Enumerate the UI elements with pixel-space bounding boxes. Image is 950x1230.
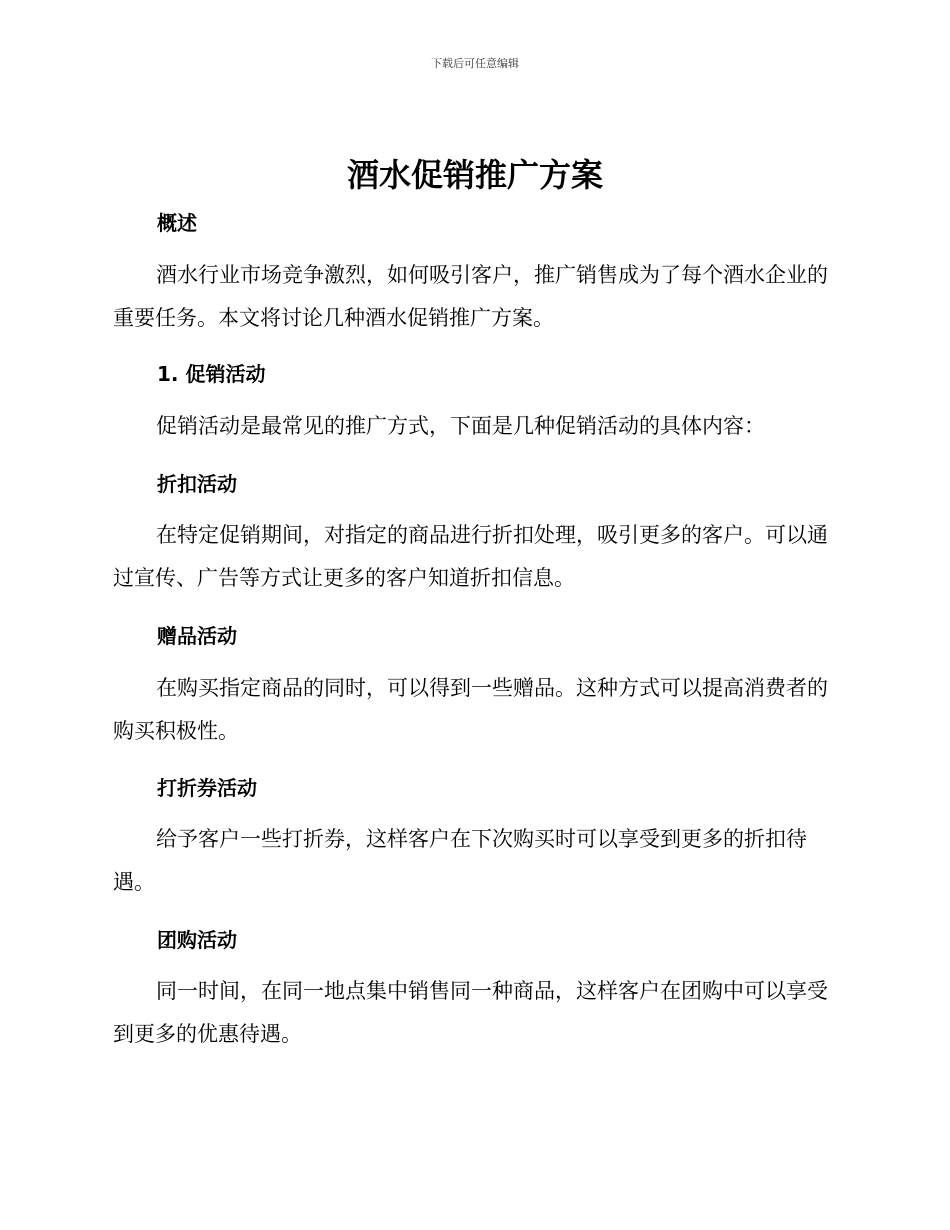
section-paragraph-gift: 在购买指定商品的同时，可以得到一些赠品。这种方式可以提高消费者的购买积极性。: [113, 676, 828, 743]
section-paragraph-coupon: 给予客户一些打折券，这样客户在下次购买时可以享受到更多的折扣待遇。: [113, 827, 807, 894]
section-paragraph-overview: 酒水行业市场竞争激烈，如何吸引客户，推广销售成为了每个酒水企业的重要任务。本文将讨论几种酒水促销推广方案。: [113, 263, 828, 330]
section-paragraph-group-buy: 同一时间，在同一地点集中销售同一种商品，这样客户在团购中可以享受到更多的优惠待遇。: [113, 979, 828, 1046]
section-heading-group-buy: 团购活动: [157, 928, 237, 952]
document-title: 酒水促销推广方案: [346, 156, 603, 194]
section-paragraph-discount: 在特定促销期间，对指定的商品进行折扣处理，吸引更多的客户。可以通过宣传、广告等方式让更多的客户知道折扣信息。: [113, 523, 828, 590]
page-header-note: 下载后可任意编辑: [431, 57, 519, 70]
section-heading-gift: 赠品活动: [157, 624, 237, 648]
section-heading-promotions: 1. 促销活动: [157, 362, 266, 386]
section-paragraph-promotions: 促销活动是最常见的推广方式，下面是几种促销活动的具体内容：: [156, 414, 765, 438]
section-heading-discount: 折扣活动: [157, 472, 237, 496]
section-heading-coupon: 打折券活动: [157, 776, 257, 800]
section-heading-overview: 概述: [157, 211, 197, 235]
